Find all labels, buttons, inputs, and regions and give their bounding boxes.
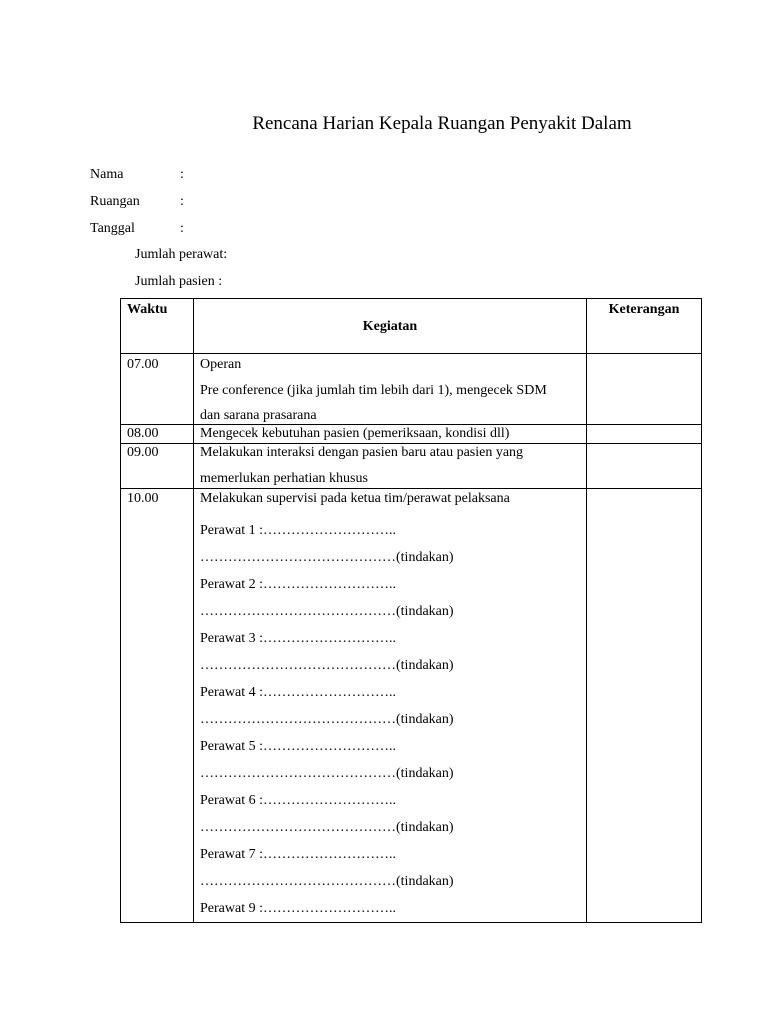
field-ruangan [90, 193, 184, 211]
activity-line: Melakukan interaksi dengan pasien baru atau pasien yang [200, 445, 524, 460]
note-cell [587, 489, 702, 923]
nurse-line: Perawat 3 :……………………….. [200, 631, 396, 646]
nurse-line: Perawat 5 :……………………….. [200, 739, 396, 754]
jumlah-perawat: Jumlah perawat: [135, 247, 228, 262]
nurse-line: Perawat 7 :……………………….. [200, 847, 396, 862]
action-line: ……………………………………(tindakan) [200, 658, 454, 673]
field-tanggal [90, 220, 184, 238]
field-label: Ruangan [90, 194, 140, 209]
note-cell [587, 444, 702, 489]
field-separator: : [180, 194, 184, 209]
note-cell [587, 354, 702, 425]
activity-line: Operan [200, 357, 242, 372]
jumlah-pasien: Jumlah pasien : [135, 274, 223, 289]
activity-cell [194, 444, 587, 489]
note-cell [587, 425, 702, 444]
nurse-line: Perawat 9 :……………………….. [200, 901, 396, 916]
activity-line: Pre conference (jika jumlah tim lebih dari 1), mengecek SDM [200, 383, 547, 398]
time-cell: 07.00 [121, 354, 194, 425]
field-label: Tanggal [90, 221, 135, 236]
header-keterangan: Keterangan [587, 299, 702, 354]
activity-cell [194, 354, 587, 425]
action-line: ……………………………………(tindakan) [200, 820, 454, 835]
time-cell: 10.00 [121, 489, 194, 923]
field-label: Nama [90, 167, 124, 182]
action-line: ……………………………………(tindakan) [200, 550, 454, 565]
field-separator: : [180, 221, 184, 236]
field-nama [90, 166, 184, 184]
activity-cell [194, 425, 587, 444]
nurse-line: Perawat 1 :……………………….. [200, 523, 396, 538]
nurse-line: Perawat 2 :……………………….. [200, 577, 396, 592]
header-waktu: Waktu [121, 299, 194, 354]
activity-line: Mengecek kebutuhan pasien (pemeriksaan, kondisi dll) [200, 426, 510, 441]
action-line: ……………………………………(tindakan) [200, 604, 454, 619]
header-kegiatan: Kegiatan [194, 299, 587, 354]
table-row [121, 354, 702, 425]
table-row [121, 489, 702, 923]
table-row [121, 425, 702, 444]
activity-line: Melakukan supervisi pada ketua tim/perawat pelaksana [200, 491, 510, 506]
time-cell: 09.00 [121, 444, 194, 489]
document-title: Rencana Harian Kepala Ruangan Penyakit Dalam [252, 113, 632, 134]
activity-line: dan sarana prasarana [200, 408, 317, 423]
field-separator: : [180, 167, 184, 182]
action-line: ……………………………………(tindakan) [200, 766, 454, 781]
nurse-line: Perawat 6 :……………………….. [200, 793, 396, 808]
action-line: ……………………………………(tindakan) [200, 874, 454, 889]
time-cell: 08.00 [121, 425, 194, 444]
action-line: ……………………………………(tindakan) [200, 712, 454, 727]
activity-line: memerlukan perhatian khusus [200, 471, 368, 486]
schedule-table [120, 298, 702, 923]
nurse-line: Perawat 4 :……………………….. [200, 685, 396, 700]
table-row [121, 444, 702, 489]
table-header-row [121, 299, 702, 354]
activity-cell [194, 489, 587, 923]
